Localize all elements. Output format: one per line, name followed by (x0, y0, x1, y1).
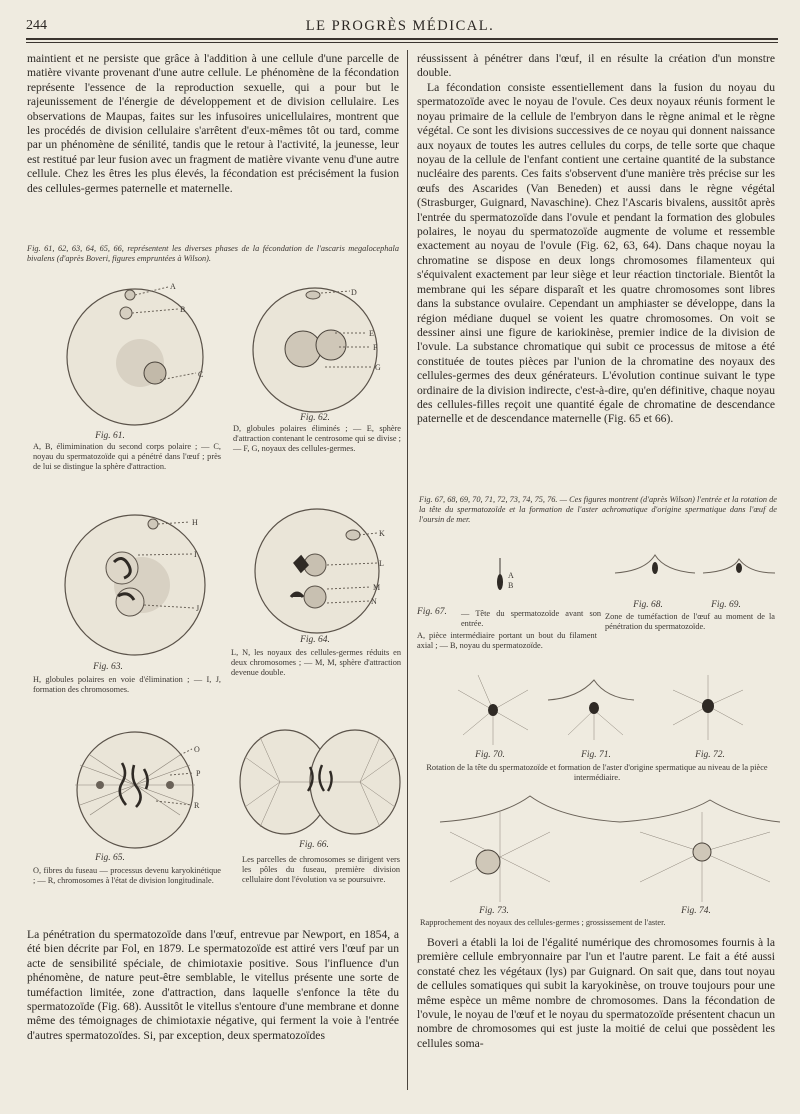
figure-65-drawing (60, 735, 230, 850)
fig62-label: Fig. 62. (300, 413, 330, 423)
fig71-label: Fig. 71. (581, 750, 611, 760)
figure-66-drawing (240, 727, 400, 837)
fig61-polar-body-b (120, 307, 132, 319)
fig64-polar-body (346, 530, 360, 540)
fig73-74-caption: Rapprochement des noyaux des cellules-germes ; grossissement de l'aster. (420, 918, 666, 927)
fig61-label: Fig. 61. (95, 431, 125, 441)
fig65-pole-left (96, 781, 104, 789)
fig61-label-b: B (180, 305, 186, 314)
fig74-nucleus (693, 843, 711, 861)
fig68-label: Fig. 68. (633, 600, 663, 610)
fig63-nucleus-i (106, 552, 138, 584)
fig63-label-i: I (194, 550, 197, 559)
fig61-label-a: A (170, 282, 176, 291)
fig64-label-n: N (371, 597, 377, 606)
left-paragraph-2: La pénétration du spermatozoïde dans l'œuf, entrevue par Newport, en 1854, a été bien décrite par Fol, en 1879. Le spermatozoïde est attiré vers l'œuf par un acte de sensibilité spéciale, de chimiotaxie positive. Sous l'influence d'un phénomène, de nature peut-être semblable, le vitellus présente une sorte de tuméfaction limitée, zone d'attraction, dans laquelle s'enfonce la tête du spermatozoïde (Fig. 68). Aussitôt le vitellus s'entoure d'une membrane et donne même des témoignages de chimiotaxie négative, qui ferment la voie à l'entrée d'autres spermatozoïdes. Si, par exception, deux spermatozoïdes (27, 928, 399, 1042)
fig65-pole-right (166, 781, 174, 789)
fig62-label-g: G (375, 363, 381, 372)
header-rule-thin (26, 42, 778, 43)
header-rule (26, 38, 778, 40)
fig69-sperm-head (736, 563, 742, 573)
fig71-sperm-head (589, 702, 599, 714)
left-paragraph-1: maintient et ne persiste que grâce à l'addition à une cellule d'une parcelle de matière vivante provenant d'une autre cellule. Le phénomène de la fécondation représente l'essence de la reproduction sexuelle, qui a pour but le rajeunissement de l'énergie de développement et de division cellulaire. Les observations de Maupas, faites sur les infusoires unicellulaires, montrent que les procédés de division cellulaire s'arrêtent d'eux-mêmes tôt ou tard, comme par un phénomène de sénilité, tandis que le retour à l'activité, la jeunesse, leur est restitué par leur fusion avec un fragment de matière vivante venu d'une autre cellule. Chez les êtres les plus élevés, la fécondation est précisément la fusion des cellules-germes paternelle et maternelle. (27, 52, 399, 195)
right-figure-intro: Fig. 67, 68, 69, 70, 71, 72, 73, 74, 75, 76. — Ces figures montrent (d'après Wilson) l'entrée et la rotation de la tête du spermatozoïde et la formation de l'aster achromatique d'origine spermatique dans l'œuf de l'oursin de mer. (419, 495, 777, 524)
fig65-label-p: P (196, 769, 201, 778)
column-divider (407, 50, 408, 1090)
fig67-sperm-head (497, 574, 503, 590)
fig73-egg-surface (440, 796, 620, 822)
fig67-label-b: B (508, 581, 514, 590)
fig61-sperm-nucleus (144, 362, 166, 384)
fig70-72-caption: Rotation de la tête du spermatozoïde et formation de l'aster d'origine spermatique au niveau de la pièce intermédiaire. (426, 763, 768, 782)
fig67-caption: — Tête du spermatozoïde avant son entrée. (461, 609, 601, 628)
fig67-caption-2: A, pièce intermédiaire portant un bout du filament axial ; — B, noyau du spermatozoïde. (417, 631, 597, 650)
figure-64-drawing (255, 505, 395, 635)
fig63-label-j: J (196, 604, 200, 613)
fig62-caption: D, globules polaires éliminés ; — E, sphère d'attraction contenant le centrosome qui se divise ; — F, G, noyaux des cellules-germes. (233, 424, 401, 453)
fig68-69-caption: Zone de tuméfaction de l'œuf au moment de la pénétration du spermatozoïde. (605, 612, 775, 631)
fig71-egg-surface (548, 680, 634, 700)
fig72-label: Fig. 72. (695, 750, 725, 760)
fig62-nucleus-f (285, 331, 321, 367)
right-paragraph-3: Boveri a établi la loi de l'égalité numérique des chromosomes fournis à la première cellule embryonnaire par l'un et l'autre parent. Le fait a été aussi constaté chez les végétaux (lys) par Guignard. On sait que, dans tout noyau de cellules somatiques qui subit la karyokinèse, on trouve toujours pour une même espèce un même nombre de chromosomes. Dans la fécondation de l'ovule, le noyau de l'œuf et le noyau du spermatozoïde présentent chacun un nombre de chromosomes qui est juste la moitié de celui que possèdent les cellules soma- (417, 936, 775, 1050)
figure-70-72-drawing (458, 670, 758, 745)
figure-63-drawing (60, 510, 230, 660)
fig63-label: Fig. 63. (93, 662, 123, 672)
right-paragraph-1: réussissent à pénétrer dans l'œuf, il en résulte la création d'un monstre double. (417, 52, 775, 80)
fig62-label-f: F (373, 343, 378, 352)
right-paragraph-2: La fécondation consiste essentiellement dans la fusion du noyau du spermatozoïde avec le noyau de l'ovule. Ces deux noyaux réunis forment le noyau primaire de la cellule de l'embryon dans le règne animal et le règne végétal. Ce sont les divisions successives de ce noyau qui donnent naissance aux noyaux de toutes les autres cellules du corps, de telle sorte que chaque noyau de la cellule de l'enfant contient une certaine quantité de la substance nucléaire des parents. Ces faits s'observent d'une manière très précise sur les œufs des Ascarides (Van Beneden) et aussi dans le règne végétal (Strasburger, Guignard, Navaschine). Chez l'Ascaris bivalens, aussitôt après l'entrée du spermatozoïde dans l'ovule et pendant la formation des globules polaires, le noyau du spermatozoïde augmente de volume et ressemble exactement au noyau de l'ovule (Fig. 62, 63, 64). Dans chaque noyau la chromatine se dispose en deux longs chromosomes filamenteux qui s'équivalent exactement par leur siège et leur réaction tinctoriale. Bientôt la membrane qui les sépare disparaît et les quatre chromosomes sont libres dans la substance ovulaire. Cependant un amphiaster se développe, dans la région médiane duquel se voient les quatre chromosomes. On voit se dessiner ainsi une figure de kariokinèse, premier indice de la division de l'ovule. La substance chromatique qui subit ce processus de mitose a été constituée de toutes pièces par l'union de la chromatine des noyaux des cellules-germes des deux générateurs. L'évolution continue suivant le type ordinaire de la division indirecte, c'est-à-dire, qu'en définitive, chaque noyau des cellules-filles reçoit une quantité égale de chromatine de descendance paternelle et de descendance maternelle (Fig. 65 et 66). (417, 81, 775, 426)
fig66-label: Fig. 66. (299, 840, 329, 850)
fig65-label-r: R (194, 801, 200, 810)
fig61-label-c: C (198, 370, 204, 379)
fig63-label-h: H (192, 518, 198, 527)
fig62-nucleus-g (316, 330, 346, 360)
fig61-caption: A, B, élimimination du second corps polaire ; — C, noyau du spermatozoïde qui a pénétré dans l'œuf ; près de lui se distingue la sphère d'attraction. (33, 442, 221, 471)
fig62-polar-bodies (306, 291, 320, 299)
fig63-nucleus-j (116, 588, 144, 616)
fig64-caption: L, N, les noyaux des cellules-germes réduits en deux chromosomes ; — M, M, sphère d'attraction devenue double. (231, 648, 401, 677)
fig63-caption: H, globules polaires en voie d'élimination ; — I, J, formation des chromosomes. (33, 675, 221, 694)
fig74-label: Fig. 74. (681, 906, 711, 916)
fig71-aster (568, 710, 623, 740)
figure-68-69-drawing (615, 548, 775, 588)
figure-67-drawing (490, 558, 530, 603)
fig64-label: Fig. 64. (300, 635, 330, 645)
fig65-egg (77, 732, 193, 848)
fig67-label-a: A (508, 571, 514, 580)
fig68-sperm-head (652, 562, 658, 574)
fig69-label: Fig. 69. (711, 600, 741, 610)
fig65-caption: O, fibres du fuseau — processus devenu karyokinétique ; — R, chromosomes à l'état de division longitudinale. (33, 866, 221, 885)
fig70-label: Fig. 70. (475, 750, 505, 760)
fig73-nucleus (476, 850, 500, 874)
figure-73-74-drawing (440, 792, 780, 904)
fig61-polar-body-a (125, 290, 135, 300)
fig63-polar-body (148, 519, 158, 529)
figure-62-drawing (255, 285, 395, 415)
fig73-label: Fig. 73. (479, 906, 509, 916)
fig74-egg-surface (620, 800, 780, 822)
fig64-label-m: M (373, 583, 381, 592)
left-figure-intro: Fig. 61, 62, 63, 64, 65, 66, représentent les diverses phases de la fécondation de l'ascaris megalocephala bivalens (d'après Boveri, figures empruntées à Wilson). (27, 244, 399, 263)
journal-title: LE PROGRÈS MÉDICAL. (305, 18, 495, 34)
fig65-label: Fig. 65. (95, 853, 125, 863)
fig64-sphere-2 (304, 586, 326, 608)
fig67-label: Fig. 67. (417, 607, 447, 617)
fig65-label-o: O (194, 745, 200, 754)
fig73-aster (450, 812, 550, 902)
fig62-label-e: E (369, 329, 374, 338)
fig64-label-k: K (379, 529, 385, 538)
fig64-label-l: L (379, 559, 384, 568)
fig72-sperm-head (702, 699, 714, 713)
page-number: 244 (26, 18, 47, 33)
fig70-sperm-head (488, 704, 498, 716)
fig66-caption: Les parcelles de chromosomes se dirigent vers les pôles du fuseau, première division cellulaire dont l'évolution va se poursuivre. (242, 855, 400, 884)
figure-61-drawing (60, 282, 230, 430)
fig62-label-d: D (351, 288, 357, 297)
